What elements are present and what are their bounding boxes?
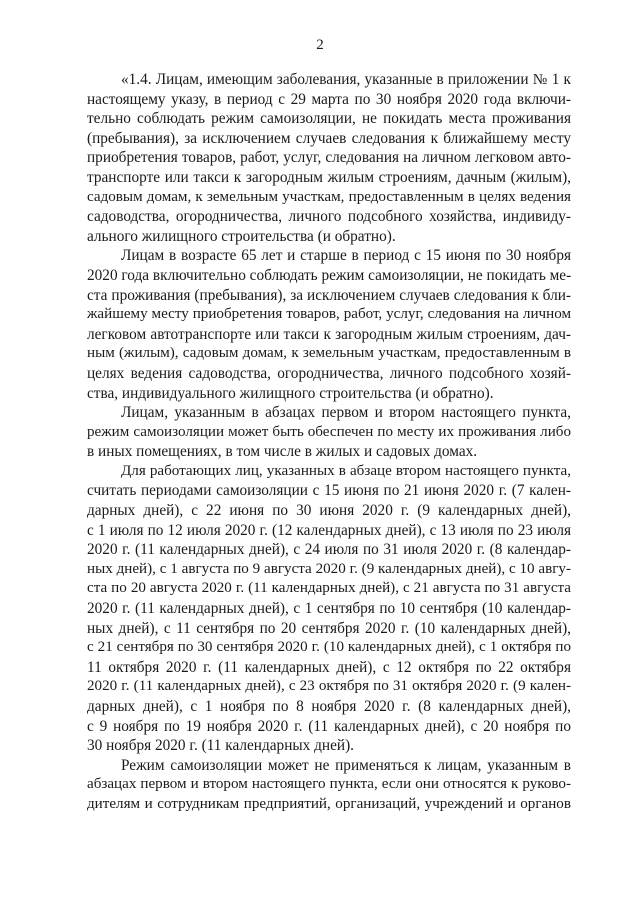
paragraph-2 [87, 246, 571, 403]
text-line: режим самоизоляции может быть обеспечен по месту их проживания либо [87, 423, 571, 440]
text-line: жайшему месту приобретения товаров, работ, услуг, следования на личном [87, 306, 571, 323]
text-line: считать периодами самоизоляции с 15 июня по 21 июня 2020 г. (7 кален- [87, 482, 571, 500]
text-line: ных дней), с 11 сентября по 20 сентября 2020 г. (10 календарных дней), [87, 619, 571, 637]
text-line: с 21 сентября по 30 сентября 2020 г. (10 календарных дней), с 1 октября по [87, 639, 571, 656]
text-line: 2020 года включительно соблюдать режим самоизоляции, не покидать ме- [87, 266, 572, 284]
text-line: транспорте или такси к загородным жилым строениям, дачным (жилым), [87, 168, 571, 186]
text-line: 2020 г. (11 календарных дней), с 1 сентября по 10 сентября (10 календар- [87, 600, 571, 618]
text-line: дарных дней), с 22 июня по 30 июня 2020 г. (9 календарных дней), [87, 502, 571, 520]
text-line: целях ведения садоводства, огородничества, личного подсобного хозяй- [87, 364, 571, 382]
text-line: с 9 ноября по 19 ноября 2020 г. (11 календарных дней), с 20 ноября по [87, 717, 571, 735]
text-line: ста по 20 августа 2020 г. (11 календарных дней), с 21 августа по 31 августа [87, 580, 571, 597]
paragraph-3 [87, 403, 571, 462]
page-number: 2 [316, 37, 324, 53]
text-line: Режим самоизоляции может не применяться к лицам, указанным в [121, 756, 571, 774]
text-line: дителям и сотрудникам предприятий, организаций, учреждений и органов [87, 795, 571, 812]
text-line: приобретения товаров, работ, услуг, следования на личном легковом авто- [87, 149, 571, 167]
paragraph-5 [87, 756, 571, 815]
text-line: ста проживания (пребывания), за исключением случаев следования к бли- [87, 286, 571, 304]
document-body [87, 70, 571, 815]
text-line: абзацах первом и втором настоящего пункта, если они относятся к руково- [87, 776, 571, 793]
text-line: с 1 июля по 12 июля 2020 г. (12 календарных дней), с 13 июля по 23 июля [87, 521, 571, 539]
text-line: Для работающих лиц, указанных в абзаце втором настоящего пункта, [121, 462, 571, 479]
text-line: настоящему указу, в период с 29 марта по 30 ноября 2020 года включи- [87, 90, 571, 108]
text-line: 11 октября 2020 г. (11 календарных дней), с 12 октября по 22 октября [87, 658, 571, 676]
text-line: ства, индивидуального жилищного строительства (и обратно). [87, 384, 494, 402]
text-line: садоводства, огородничества, личного подсобного хозяйства, индивиду- [87, 208, 571, 226]
text-line: в иных помещениях, в том числе в жилых и садовых домах. [87, 443, 478, 461]
text-line: 2020 г. (11 календарных дней), с 24 июля по 31 июля 2020 г. (8 календар- [87, 541, 571, 559]
text-line: Лицам, указанным в абзацах первом и втором настоящего пункта, [121, 404, 571, 422]
text-line: (пребывания), за исключением случаев следования к ближайшему месту [87, 129, 571, 147]
text-line: легковом автотранспорте или такси к загородным жилым строениям, дач- [87, 325, 571, 343]
text-line: Лицам в возрасте 65 лет и старше в период с 15 июня по 30 ноября [121, 247, 571, 265]
text-line: ным (жилым), садовым домам, к земельным участкам, предоставленным в [87, 345, 571, 362]
text-line: ных дней), с 1 августа по 9 августа 2020 г. (9 календарных дней), с 10 авгу- [87, 560, 571, 577]
text-line: ального жилищного строительства (и обратно). [87, 227, 396, 245]
text-line: садовым домам, к земельным участкам, предоставленным в целях ведения [87, 188, 571, 205]
paragraph-1 [87, 70, 571, 246]
text-line: 2020 г. (11 календарных дней), с 23 октября по 31 октября 2020 г. (9 кален- [87, 678, 571, 695]
paragraph-4 [87, 462, 571, 756]
text-line: дарных дней), с 1 ноября по 8 ноября 2020 г. (8 календарных дней), [87, 698, 571, 715]
text-line: 30 ноября 2020 г. (11 календарных дней). [87, 737, 355, 755]
text-line: «1.4. Лицам, имеющим заболевания, указанные в приложении № 1 к [121, 71, 571, 88]
text-line: тельно соблюдать режим самоизоляции, не покидать места проживания [87, 110, 571, 128]
